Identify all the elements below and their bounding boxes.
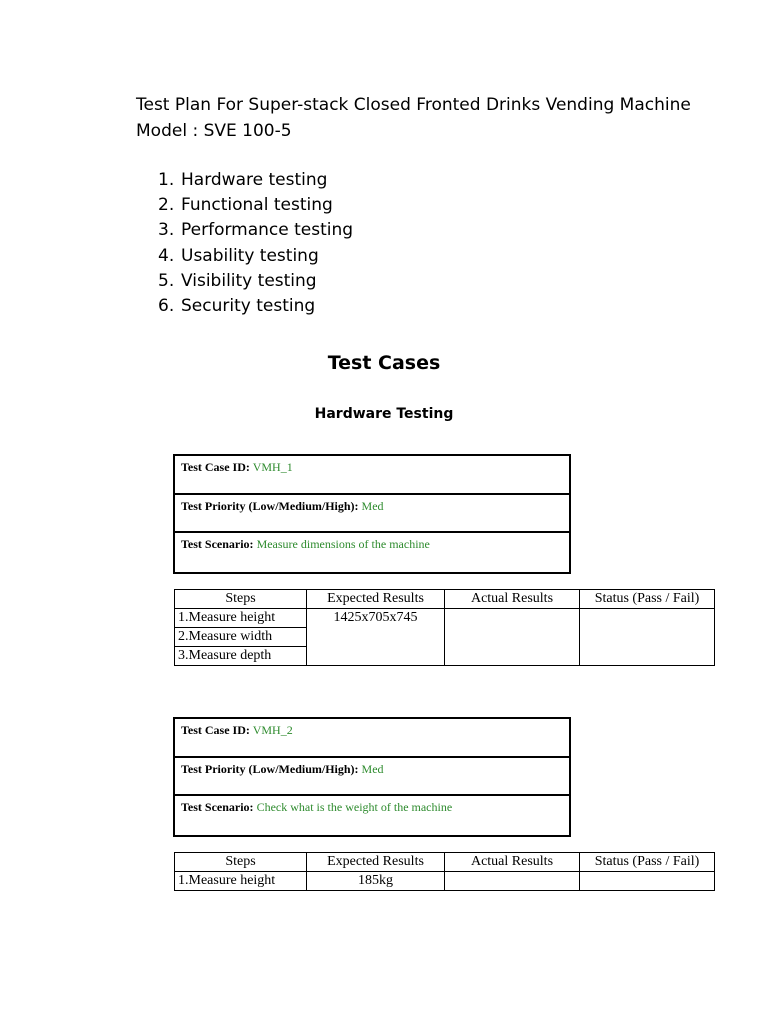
table-header-row bbox=[175, 853, 715, 872]
column-header: Steps bbox=[175, 590, 307, 609]
list-item: 2. Functional testing bbox=[158, 195, 333, 216]
test-steps-table bbox=[174, 852, 715, 891]
column-header: Status (Pass / Fail) bbox=[580, 853, 715, 872]
actual-results-cell bbox=[445, 872, 580, 891]
test-case-info-box bbox=[173, 717, 571, 837]
column-header: Expected Results bbox=[307, 853, 445, 872]
test-case-id-row: Test Case ID: VMH_1 bbox=[175, 456, 569, 495]
expected-results-cell: 185kg bbox=[307, 872, 445, 891]
table-row bbox=[175, 872, 715, 891]
list-item: 1. Hardware testing bbox=[158, 170, 328, 190]
column-header: Steps bbox=[175, 853, 307, 872]
list-item: 5. Visibility testing bbox=[158, 270, 317, 291]
step-cell: 2.Measure width bbox=[175, 628, 307, 647]
testing-types-list bbox=[158, 168, 353, 319]
title-line-1: Test Plan For Super-stack Closed Fronted Drinks Vending Machine bbox=[136, 95, 691, 115]
test-steps-table bbox=[174, 589, 715, 666]
test-priority-value: Med bbox=[361, 761, 384, 776]
test-scenario-value: Measure dimensions of the machine bbox=[256, 537, 430, 551]
column-header: Actual Results bbox=[445, 590, 580, 609]
test-priority-value: Med bbox=[361, 498, 384, 513]
test-scenario-row: Test Scenario: Check what is the weight of the machine bbox=[181, 800, 453, 814]
status-cell bbox=[580, 609, 715, 666]
test-scenario-row: Test Scenario: Measure dimensions of the machine bbox=[181, 537, 430, 551]
subsection-heading: Hardware Testing bbox=[314, 406, 454, 422]
test-case-id-row: Test Case ID: VMH_2 bbox=[175, 719, 569, 758]
actual-results-cell bbox=[445, 609, 580, 666]
test-case-info-box bbox=[173, 454, 571, 574]
test-priority-row: Test Priority (Low/Medium/High): Med bbox=[175, 495, 569, 534]
column-header: Status (Pass / Fail) bbox=[580, 590, 715, 609]
column-header: Actual Results bbox=[445, 853, 580, 872]
title-line-2: Model : SVE 100-5 bbox=[136, 121, 292, 141]
test-priority-row: Test Priority (Low/Medium/High): Med bbox=[175, 758, 569, 797]
step-cell: 3.Measure depth bbox=[175, 647, 307, 666]
step-cell: 1.Measure height bbox=[175, 872, 307, 891]
table-header-row bbox=[175, 590, 715, 609]
test-case-id-value: VMH_2 bbox=[252, 723, 293, 737]
step-cell: 1.Measure height bbox=[175, 609, 307, 628]
test-case-id-value: VMH_1 bbox=[252, 460, 293, 474]
table-row bbox=[175, 609, 715, 628]
list-item: 4. Usability testing bbox=[158, 245, 319, 266]
section-heading: Test Cases bbox=[327, 352, 441, 374]
expected-results-cell: 1425x705x745 bbox=[307, 609, 445, 666]
document-title bbox=[136, 92, 736, 144]
test-scenario-value: Check what is the weight of the machine bbox=[256, 800, 453, 814]
column-header: Expected Results bbox=[307, 590, 445, 609]
status-cell bbox=[580, 872, 715, 891]
list-item: 6. Security testing bbox=[158, 295, 316, 316]
list-item: 3. Performance testing bbox=[158, 220, 354, 241]
